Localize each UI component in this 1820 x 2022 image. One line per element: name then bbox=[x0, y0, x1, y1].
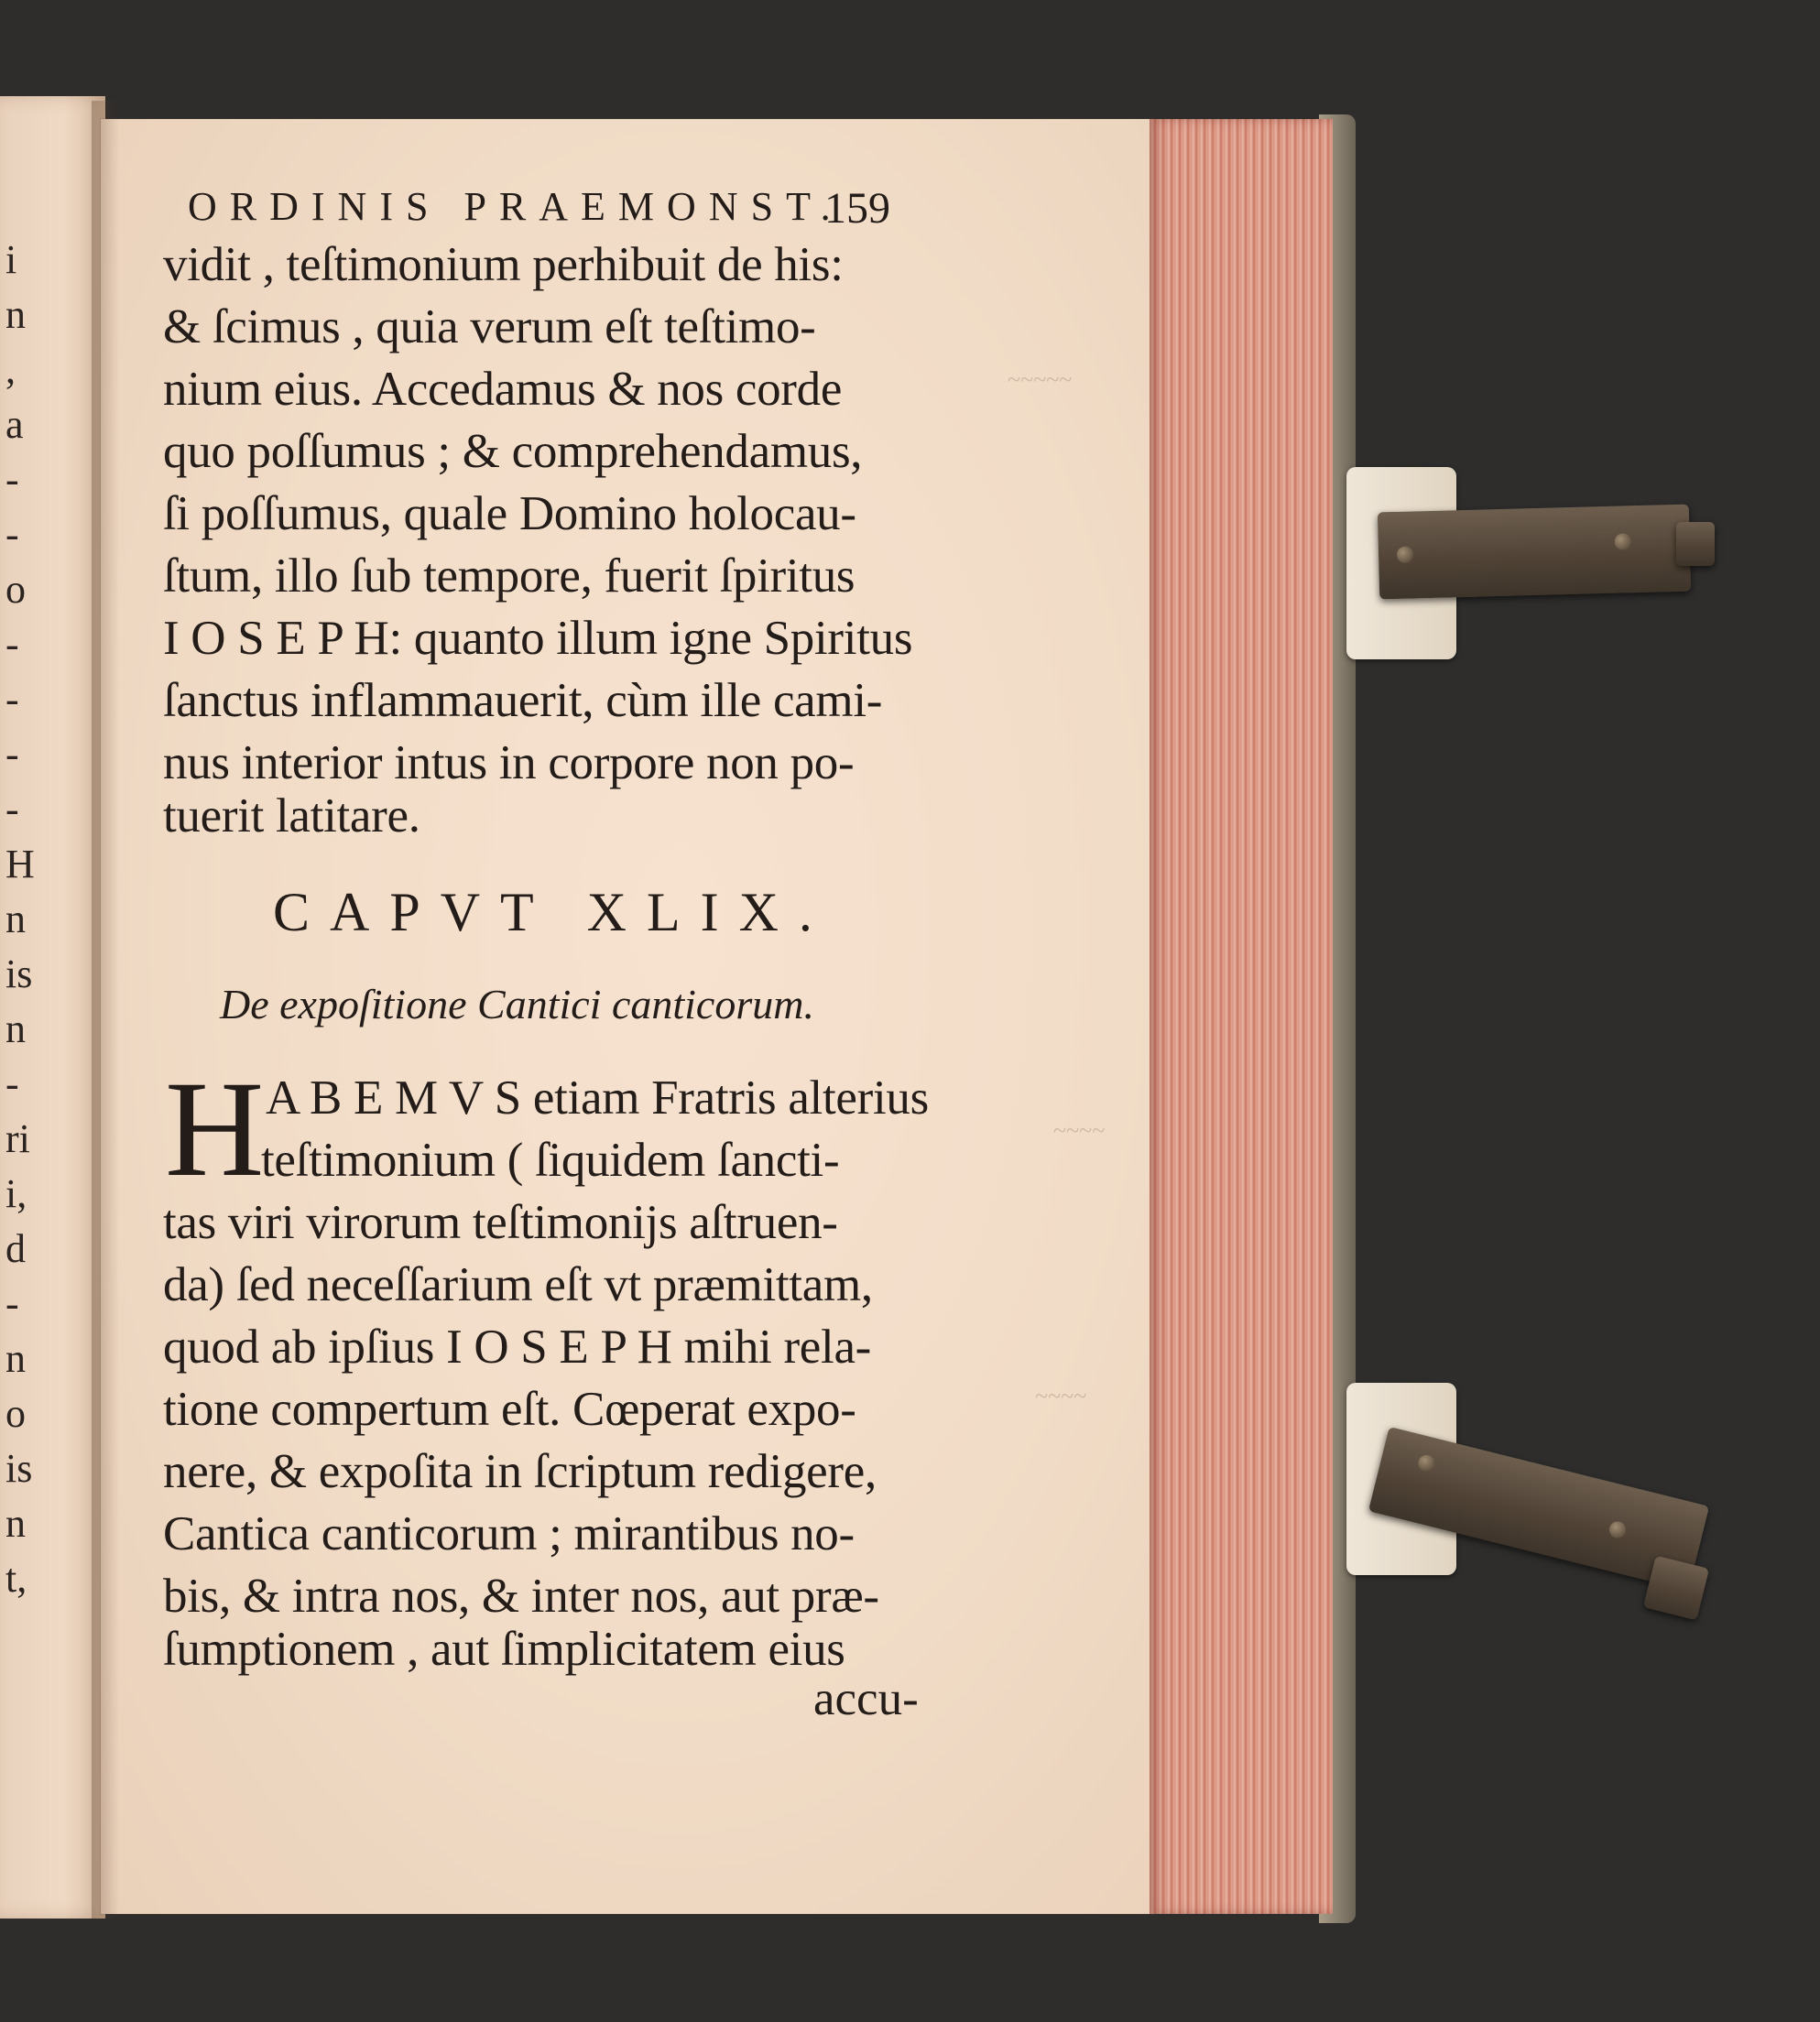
previous-page-fragment-22: is bbox=[5, 1446, 33, 1491]
gutter-shadow bbox=[92, 101, 119, 1919]
previous-page-fragment-12: n bbox=[5, 897, 26, 941]
running-head: ORDINIS PRAEMONST. bbox=[188, 184, 844, 229]
paragraph2-line-6: bis, & intra nos, & inter nos, aut præ- bbox=[163, 1570, 879, 1623]
previous-page-fragment-20: n bbox=[5, 1336, 26, 1381]
previous-page-fragment-24: t, bbox=[5, 1556, 27, 1601]
previous-page-fragment-3: a bbox=[5, 402, 24, 447]
previous-page-fragment-13: is bbox=[5, 951, 33, 996]
previous-page-fragment-1: n bbox=[5, 292, 26, 337]
previous-page-fragment-10: - bbox=[5, 787, 19, 832]
paragraph2-line-4: nere, & expoſita in ſcriptum redigere, bbox=[163, 1445, 877, 1498]
previous-page-fragment-4: - bbox=[5, 457, 19, 502]
chapter-subtitle: De expoſitione Cantici canticorum. bbox=[220, 981, 814, 1027]
previous-page-fragment-5: - bbox=[5, 512, 19, 557]
rivet-icon bbox=[1397, 546, 1413, 562]
paragraph2-line-7: ſumptionem , aut ſimplicitatem eius bbox=[163, 1623, 845, 1676]
previous-page-fragment-23: n bbox=[5, 1501, 26, 1546]
paragraph1-line-2: nium eius. Accedamus & nos corde bbox=[163, 363, 843, 416]
paragraph1-line-8: nus interior intus in corpore non po- bbox=[163, 736, 855, 789]
paragraph1-line-0: vidit , teſtimonium perhibuit de his: bbox=[163, 238, 844, 291]
previous-page-fragment-8: - bbox=[5, 677, 19, 722]
previous-page-fragment-7: - bbox=[5, 622, 19, 667]
previous-page-fragment-9: - bbox=[5, 732, 19, 777]
page-block-fore-edge bbox=[1150, 119, 1333, 1914]
bleed-through-smudge: ~~~~~ bbox=[1008, 366, 1073, 393]
previous-page-fragment-14: n bbox=[5, 1006, 26, 1051]
drop-cap: H bbox=[165, 1053, 265, 1205]
previous-page-fragment-16: ri bbox=[5, 1116, 30, 1161]
previous-page-fragment-0: i bbox=[5, 237, 17, 282]
paragraph2-line-2: quod ab ipſius I O S E P H mihi rela- bbox=[163, 1321, 872, 1374]
previous-page-fragment-15: - bbox=[5, 1061, 19, 1106]
top-clasp-strap bbox=[1378, 505, 1691, 600]
paragraph2-first-line-1: teſtimonium ( ſiquidem ſancti- bbox=[261, 1134, 840, 1187]
bleed-through-smudge: ~~~~ bbox=[1035, 1383, 1087, 1409]
paragraph1-line-4: ſi poſſumus, quale Domino holocau- bbox=[163, 487, 856, 540]
previous-page-fragment-6: o bbox=[5, 567, 26, 612]
bottom-clasp-hook bbox=[1643, 1556, 1709, 1621]
previous-page-fragment-19: - bbox=[5, 1281, 19, 1326]
paragraph2-line-0: tas viri virorum teſtimonijs aſtruen- bbox=[163, 1196, 838, 1249]
paragraph2-line-1: da) ſed neceſſarium eſt vt præmittam, bbox=[163, 1258, 873, 1311]
previous-page-fragment-17: i, bbox=[5, 1171, 27, 1216]
rivet-icon bbox=[1607, 1520, 1628, 1540]
paragraph1-line-1: & ſcimus , quia verum eſt teſtimo- bbox=[163, 300, 816, 353]
catchword: accu- bbox=[813, 1672, 919, 1725]
previous-page-fragment-18: d bbox=[5, 1226, 26, 1271]
top-clasp-hook bbox=[1676, 522, 1715, 566]
previous-page-fragment-21: o bbox=[5, 1391, 26, 1436]
previous-page-fragment-2: , bbox=[5, 347, 16, 392]
paragraph1-line-7: ſanctus inflammauerit, cùm ille cami- bbox=[163, 674, 883, 727]
previous-page-fragment-11: H bbox=[5, 842, 35, 886]
paragraph2-first-line-0: A B E M V S etiam Fratris alterius bbox=[266, 1071, 929, 1125]
rivet-icon bbox=[1615, 533, 1631, 549]
page-number: 159 bbox=[824, 184, 890, 233]
paragraph1-line-6: I O S E P H: quanto illum igne Spiritus bbox=[163, 612, 913, 665]
paragraph1-line-3: quo poſſumus ; & comprehendamus, bbox=[163, 425, 863, 478]
paragraph2-line-3: tione compertum eſt. Cœperat expo- bbox=[163, 1383, 856, 1436]
paragraph1-line-9: tuerit latitare. bbox=[163, 789, 420, 842]
bleed-through-smudge: ~~~~ bbox=[1053, 1117, 1106, 1144]
paragraph2-line-5: Cantica canticorum ; mirantibus no- bbox=[163, 1507, 855, 1560]
chapter-title: CAPVT XLIX. bbox=[273, 882, 833, 942]
paragraph1-line-5: ſtum, illo ſub tempore, fuerit ſpiritus bbox=[163, 549, 856, 603]
rivet-icon bbox=[1416, 1453, 1436, 1473]
previous-page-edge bbox=[0, 96, 105, 1919]
